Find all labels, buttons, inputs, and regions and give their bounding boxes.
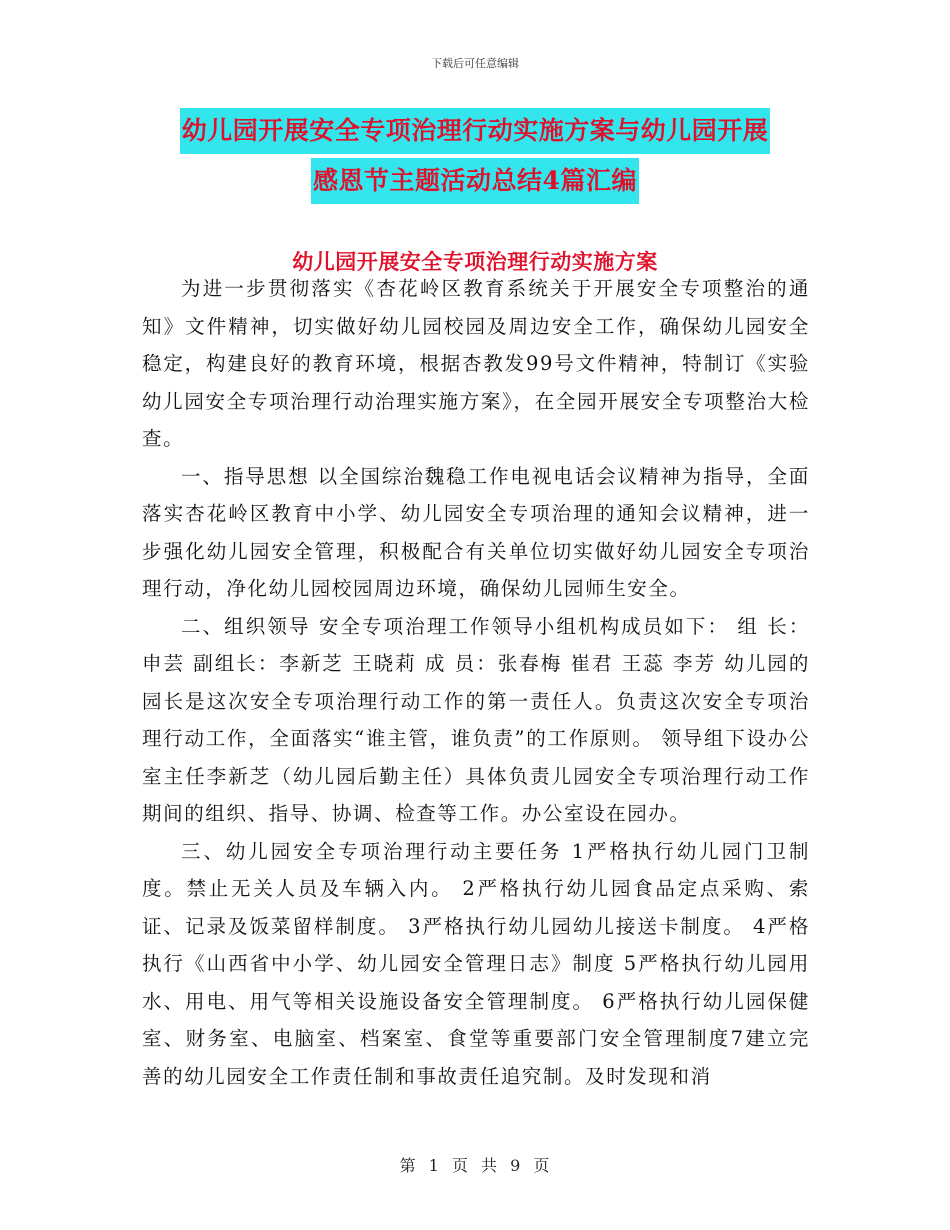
paragraph-main-tasks: 三、幼儿园安全专项治理行动主要任务 1严格执行幼儿园门卫制度。禁止无关人员及车辆入内。 2严格执行幼儿园食品定点采购、索证、记录及饭菜留样制度。 3严格执行幼儿园幼儿接送卡制度。 4严格执行《山西省中小学、幼儿园安全管理日志》制度 5严格执行幼儿园用水、用电、用气等相关设施设备安全管理制度。 6严格执行幼儿园保健室、财务室、电脑室、档案室、食堂等重要部门安全管理制度7建立完善的幼儿园安全工作责任制和事故责任追究制。及时发现和消 (142, 839, 810, 1088)
title-line-1: 幼儿园开展安全专项治理行动实施方案与幼儿园开展 (180, 108, 771, 154)
title-line-2: 感恩节主题活动总结4篇汇编 (311, 158, 639, 204)
paragraph-organization: 二、组织领导 安全专项治理工作领导小组机构成员如下： 组 长：申芸 副组长：李新芝 王晓莉 成 员：张春梅 崔君 王蕊 李芳 幼儿园的园长是这次安全专项治理行动工作的第一责任人。负责这次安全专项治理行动工作，全面落实“谁主管，谁负责”的工作原则。 领导组下设办公室主任李新芝（幼儿园后勤主任）具体负责儿园安全专项治理行动工作期间的组织、指导、协调、检查等工作。办公室设在园办。 (142, 614, 810, 825)
paragraph-intro: 为进一步贯彻落实《杏花岭区教育系统关于开展安全专项整治的通知》文件精神，切实做好幼儿园校园及周边安全工作，确保幼儿园安全稳定，构建良好的教育环境，根据杏教发99号文件精神，特制订《实验幼儿园安全专项治理行动治理实施方案》，在全园开展安全专项整治大检查。 (142, 277, 810, 450)
page-footer: 第 1 页 共 9 页 (399, 1156, 551, 1175)
document-body (142, 270, 810, 1095)
document-title (0, 108, 950, 204)
section-title: 幼儿园开展安全专项治理行动实施方案 (292, 249, 658, 274)
paragraph-guiding-ideology: 一、指导思想 以全国综治魏稳工作电视电话会议精神为指导，全面落实杏花岭区教育中小学、幼儿园安全专项治理的通知会议精神，进一步强化幼儿园安全管理，积极配合有关单位切实做好幼儿园安全专项治理行动，净化幼儿园校园周边环境，确保幼儿园师生安全。 (142, 464, 810, 600)
header-note: 下载后可任意编辑 (431, 57, 519, 70)
